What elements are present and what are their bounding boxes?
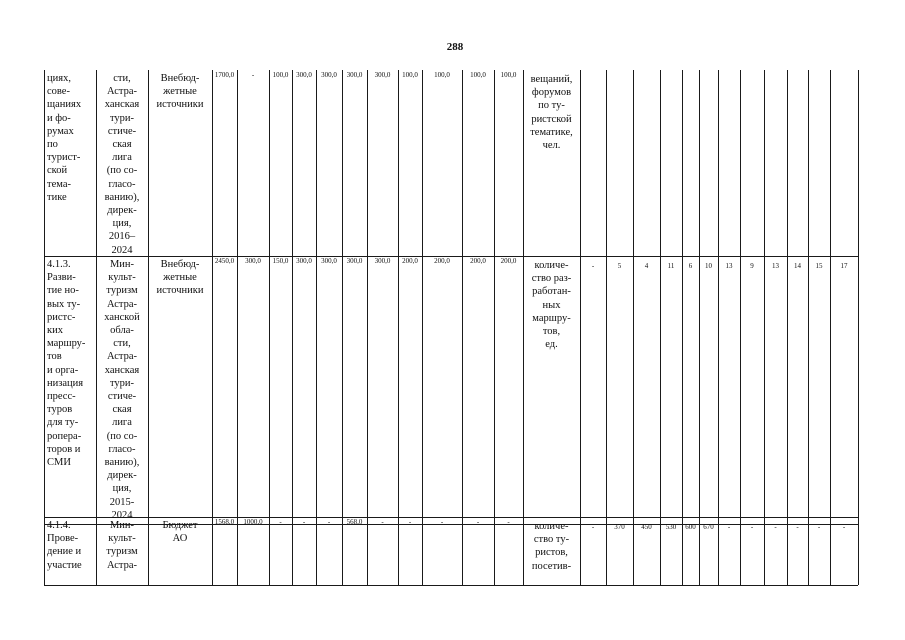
row-rule — [44, 585, 858, 586]
finance-value: 200,0 — [500, 257, 517, 265]
column-rule — [44, 70, 45, 585]
target-value: 11 — [667, 262, 675, 270]
finance-value: 300,0 — [321, 257, 337, 265]
column-rule — [787, 70, 788, 585]
target-value: 450 — [641, 523, 652, 531]
target-value: 10 — [705, 262, 712, 270]
measure-name-cell: циях, сове- щаниях и фо- румах по турист- ской тема- тике — [47, 73, 82, 203]
column-rule — [148, 70, 149, 585]
column-rule — [606, 70, 607, 585]
column-rule — [422, 70, 423, 585]
column-rule — [764, 70, 765, 585]
finance-value: - — [507, 518, 510, 526]
finance-value: 300,0 — [374, 257, 391, 265]
target-value: - — [842, 523, 846, 531]
finance-value: - — [251, 71, 255, 79]
finance-value: 300,0 — [374, 71, 391, 79]
target-value: 15 — [815, 262, 823, 270]
column-rule — [830, 70, 831, 585]
finance-value: 100,0 — [272, 71, 289, 79]
finance-value: 1700,0 — [214, 71, 235, 79]
column-rule — [367, 70, 368, 585]
target-value: - — [727, 523, 731, 531]
indicator-cell: вещаний, форумов по ту- ристской тематике, чел. — [530, 74, 573, 152]
target-value: 4 — [644, 262, 649, 270]
target-value: 530 — [665, 523, 677, 531]
target-value: - — [591, 523, 595, 531]
column-rule — [462, 70, 463, 585]
finance-value: 100,0 — [434, 71, 450, 79]
executor-cell: Мин- культ- туризм Астра- ханской обла- сти, Астра- ханская тури- стиче- ская лига (по со- гласо- ванию), дирек- ция, 2015- 2024 — [104, 259, 140, 521]
finance-value: 200,0 — [434, 257, 450, 265]
finance-value: 200,0 — [402, 257, 418, 265]
target-value: 17 — [840, 262, 848, 270]
finance-value: 100,0 — [470, 71, 486, 79]
finance-value: 300,0 — [296, 71, 312, 79]
target-value: 13 — [725, 262, 733, 270]
column-rule — [808, 70, 809, 585]
column-rule — [580, 70, 581, 585]
target-value: 9 — [750, 262, 754, 270]
finance-value: 1000,0 — [243, 518, 263, 526]
finance-value: - — [327, 518, 331, 526]
finance-value: - — [476, 518, 480, 526]
column-rule — [682, 70, 683, 585]
target-value: 670 — [703, 523, 714, 531]
target-value: 14 — [794, 262, 801, 270]
finance-value: 300,0 — [245, 257, 261, 265]
finance-value: - — [279, 518, 282, 526]
column-rule — [316, 70, 317, 585]
finance-value: 300,0 — [321, 71, 337, 79]
column-rule — [398, 70, 399, 585]
finance-value: 200,0 — [470, 257, 486, 265]
target-value: - — [796, 523, 799, 531]
column-rule — [212, 70, 213, 585]
finance-value: - — [381, 518, 384, 526]
finance-value: 2450,0 — [214, 257, 235, 265]
measure-name-cell: 4.1.4. Прове- дение и участие — [47, 520, 82, 571]
target-value: - — [774, 523, 777, 531]
column-rule — [237, 70, 238, 585]
column-rule — [699, 70, 700, 585]
indicator-cell: количе- ство ту- ристов, посетив- — [531, 521, 572, 572]
measure-name-cell: 4.1.3. Разви- тие но- вых ту- ристс- ких маршру- тов и орга- низация пресс- туров для ту- ропера- торов и СМИ — [47, 259, 86, 469]
source-cell: Внебюд- жетные источники — [156, 259, 204, 297]
finance-value: 300,0 — [296, 257, 312, 265]
source-cell: Внебюд- жетные источники — [156, 73, 204, 111]
column-rule — [718, 70, 719, 585]
finance-value: 100,0 — [500, 71, 517, 79]
target-value: 370 — [614, 523, 625, 531]
finance-value: 300,0 — [346, 257, 363, 265]
target-value: 6 — [688, 262, 693, 270]
column-rule — [633, 70, 634, 585]
finance-value: 1568,0 — [214, 518, 235, 526]
column-rule — [494, 70, 495, 585]
executor-cell: Мин- культ- туризм Астра- — [106, 520, 138, 571]
column-rule — [292, 70, 293, 585]
target-value: - — [817, 523, 821, 531]
target-value: 600 — [685, 523, 696, 531]
indicator-cell: количе- ство раз- работан- ных маршру- тов, ед. — [531, 260, 572, 351]
target-value: 13 — [772, 262, 779, 270]
target-value: - — [750, 523, 754, 531]
finance-value: - — [440, 518, 444, 526]
finance-value: 150,0 — [272, 257, 289, 265]
column-rule — [342, 70, 343, 585]
finance-value: - — [408, 518, 412, 526]
finance-value: 100,0 — [402, 71, 418, 79]
target-value: - — [591, 262, 595, 270]
column-rule — [660, 70, 661, 585]
source-cell: Бюджет АО — [162, 520, 198, 545]
finance-value: 300,0 — [346, 71, 363, 79]
column-rule — [740, 70, 741, 585]
executor-cell: сти, Астра- ханская тури- стиче- ская лига (по со- гласо- ванию), дирек- ция, 2016– 2024 — [104, 73, 140, 256]
target-value: 5 — [617, 262, 622, 270]
finance-value: 568,0 — [346, 518, 363, 526]
column-rule — [269, 70, 270, 585]
finance-value: - — [302, 518, 306, 526]
page-number: 288 — [446, 41, 464, 53]
column-rule — [858, 70, 859, 585]
